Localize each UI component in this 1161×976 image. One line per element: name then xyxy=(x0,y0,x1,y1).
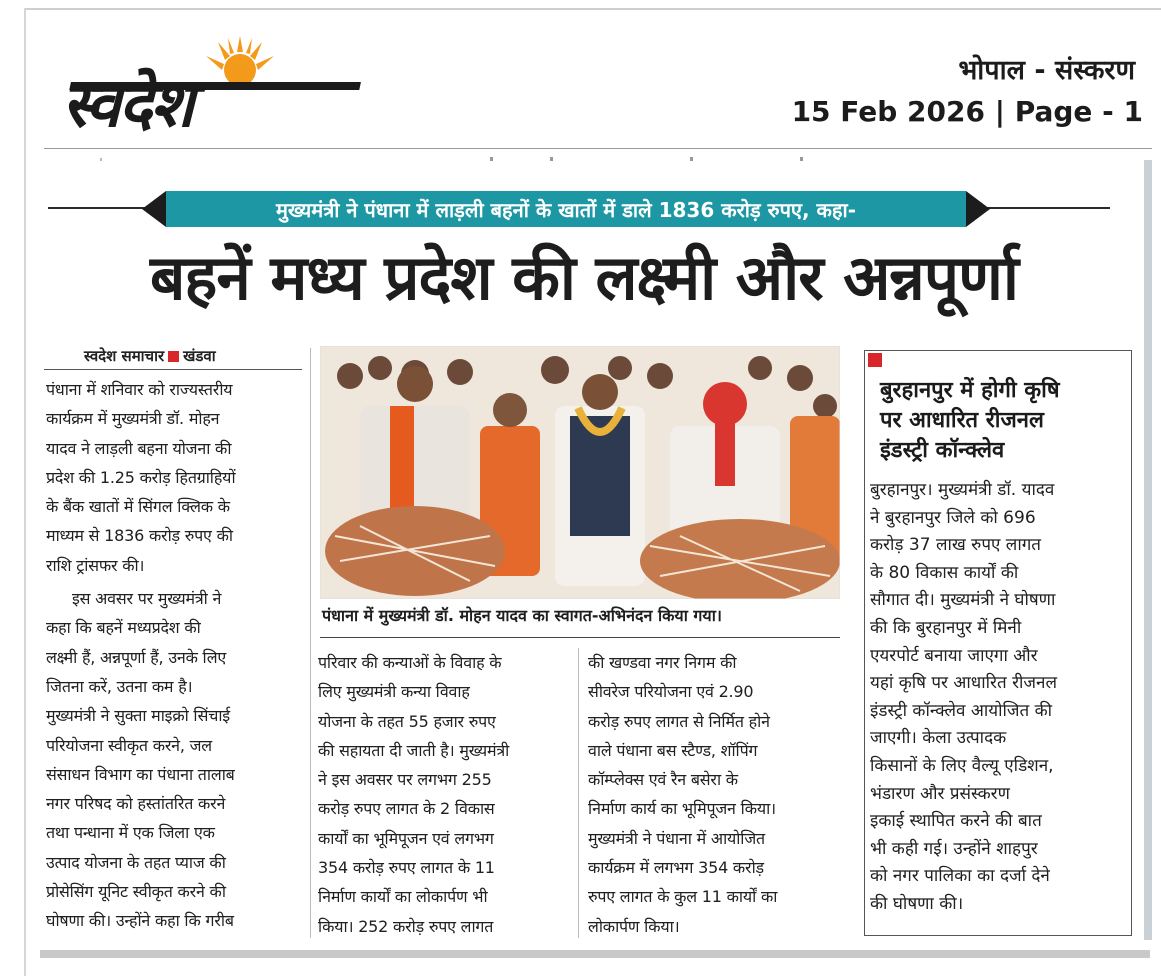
text-line: योजना के तहत 55 हजार रुपए xyxy=(318,711,496,731)
text-line: राशि ट्रांसफर की। xyxy=(46,555,145,575)
date-page-label: 15 Feb 2026 | Page - 1 xyxy=(791,95,1143,128)
text-line: कहा कि बहनें मध्यप्रदेश की xyxy=(46,618,201,638)
text-line: बुरहानपुर। मुख्यमंत्री डॉ. यादव xyxy=(870,480,1055,500)
byline xyxy=(84,346,216,366)
caption-rule xyxy=(320,637,840,638)
text-line: यहां कृषि पर आधारित रीजनल xyxy=(870,673,1058,694)
text-line: सीवरेज परियोजना एवं 2.90 xyxy=(588,682,754,702)
story-column-3 xyxy=(588,648,777,941)
text-line: लोकार्पण किया। xyxy=(588,916,680,936)
text-line: कॉम्प्लेक्स एवं रैन बसेरा के xyxy=(588,770,738,790)
text-line: संसाधन विभाग का पंधाना तालाब xyxy=(46,764,235,784)
text-line: ने इस अवसर पर लगभग 255 xyxy=(318,770,492,790)
story-kicker: मुख्यमंत्री ने पंधाना में लाड़ली बहनों के खातों में डाले 1836 करोड़ रुपए, कहा- xyxy=(166,191,966,227)
text-line: कार्यक्रम में लगभग 354 करोड़ xyxy=(588,858,764,878)
text-line: माध्यम से 1836 करोड़ रुपए की xyxy=(46,526,233,546)
text-line: किया। 252 करोड़ रुपए लागत xyxy=(318,916,494,936)
page-scroll-edge xyxy=(1144,160,1152,940)
text-line: किसानों के लिए वैल्यू एडिशन, xyxy=(870,755,1054,776)
masthead-divider xyxy=(44,148,1152,149)
sidebar-headline xyxy=(880,376,1060,466)
text-line: घोषणा की। उन्होंने कहा कि गरीब xyxy=(46,911,234,931)
text-line: जितना करें, उतना कम है। xyxy=(46,676,193,696)
text-line: के बैंक खातों में सिंगल क्लिक के xyxy=(46,497,230,517)
text-line: करोड़ रुपए लागत से निर्मित होने xyxy=(588,711,770,731)
text-line: मुख्यमंत्री ने सुक्ता माइक्रो सिंचाई xyxy=(46,706,230,726)
text-line: उत्पाद योजना के तहत प्याज की xyxy=(46,852,226,872)
text-line: इंडस्ट्री कॉन्क्लेव आयोजित की xyxy=(870,700,1053,721)
text-line: करोड़ 37 लाख रुपए लागत xyxy=(870,535,1042,556)
story-column-2 xyxy=(318,648,509,941)
page-border-top xyxy=(24,8,1161,10)
text-line: लिए मुख्यमंत्री कन्या विवाह xyxy=(318,682,470,702)
text-line: प्रोसेसिंग यूनिट स्वीकृत करने की xyxy=(46,882,226,902)
text-line: नगर परिषद को हस्तांतरित करने xyxy=(46,794,226,814)
column-divider xyxy=(310,348,311,938)
text-line: सौगात दी। मुख्यमंत्री ने घोषणा xyxy=(870,590,1056,611)
page-border-left xyxy=(24,8,26,976)
text-line: परिवार की कन्याओं के विवाह के xyxy=(318,653,502,672)
text-line: करोड़ रुपए लागत के 2 विकास xyxy=(318,799,495,819)
text-line: की घोषणा की। xyxy=(870,893,964,914)
photo-caption: पंधाना में मुख्यमंत्री डॉ. मोहन यादव का स्वागत-अभिनंदन किया गया। xyxy=(322,606,722,625)
headline-line: बुरहानपुर में होगी कृषि xyxy=(880,378,1060,403)
text-line: रुपए लागत के कुल 11 कार्यों का xyxy=(588,887,778,907)
headline-line: इंडस्ट्री कॉन्क्लेव xyxy=(880,438,1005,463)
text-line: ने बुरहानपुर जिले को 696 xyxy=(870,507,1036,528)
text-line: परियोजना स्वीकृत करने, जल xyxy=(46,735,212,755)
headline-line: पर आधारित रीजनल xyxy=(880,408,1044,433)
text-line: इस अवसर पर मुख्यमंत्री ने xyxy=(72,589,222,609)
sidebar-red-square-icon xyxy=(868,353,882,367)
text-line: इकाई स्थापित करने की बात xyxy=(870,811,1042,832)
text-line: लक्ष्मी हैं, अन्नपूर्णा हैं, उनके लिए xyxy=(46,647,226,667)
text-line: निर्माण कार्यों का लोकार्पण भी xyxy=(318,887,488,907)
byline-rule xyxy=(44,369,302,370)
byline-source: स्वदेश समाचार xyxy=(84,347,165,365)
text-line: निर्माण कार्य का भूमिपूजन किया। xyxy=(588,799,776,819)
byline-square-icon xyxy=(168,351,179,362)
text-line: की खण्डवा नगर निगम की xyxy=(588,653,737,672)
masthead-title: स्वदेश xyxy=(62,67,192,142)
text-line: वाले पंधाना बस स्टैण्ड, शॉपिंग xyxy=(588,740,758,760)
text-line: को नगर पालिका का दर्जा देने xyxy=(870,866,1050,887)
column-divider xyxy=(578,648,579,938)
story-photo xyxy=(320,346,840,599)
text-line: कार्यक्रम में मुख्यमंत्री डॉ. मोहन xyxy=(46,409,220,429)
text-line: भी कही गई। उन्होंने शाहपुर xyxy=(870,838,1038,859)
text-line: जाएगी। केला उत्पादक xyxy=(870,728,1007,749)
text-line: की सहायता दी जाती है। मुख्यमंत्री xyxy=(318,740,510,760)
text-line: मुख्यमंत्री ने पंधाना में आयोजित xyxy=(588,828,765,848)
text-line: एयरपोर्ट बनाया जाएगा और xyxy=(870,645,1038,666)
crowd-photo-illustration xyxy=(320,346,840,599)
kicker-right-arrow xyxy=(966,191,990,227)
page-border-bottom xyxy=(40,950,1150,958)
text-line: की कि बुरहानपुर में मिनी xyxy=(870,617,1022,638)
text-line: कार्यों का भूमिपूजन एवं लगभग xyxy=(318,828,494,848)
text-line: तथा पन्धाना में एक जिला एक xyxy=(46,823,215,843)
story-headline: बहनें मध्य प्रदेश की लक्ष्मी और अन्नपूर्णा xyxy=(150,241,1018,314)
byline-place: खंडवा xyxy=(183,347,216,365)
faint-text-row xyxy=(100,156,1000,162)
story-column-1 xyxy=(46,375,235,936)
masthead-logo xyxy=(62,30,382,150)
edition-label: भोपाल - संस्करण xyxy=(958,55,1135,86)
text-line: यादव ने लाड़ली बहना योजना की xyxy=(46,438,232,458)
text-line: 354 करोड़ रुपए लागत के 11 xyxy=(318,858,495,878)
text-line: प्रदेश की 1.25 करोड़ हितग्राहियों xyxy=(46,467,236,487)
text-line: भंडारण और प्रसंस्करण xyxy=(870,783,1010,804)
sidebar-body xyxy=(870,477,1057,919)
text-line: के 80 विकास कार्यों की xyxy=(870,562,1019,583)
text-line: पंधाना में शनिवार को राज्यस्तरीय xyxy=(46,380,233,399)
kicker-left-arrow xyxy=(142,191,166,227)
